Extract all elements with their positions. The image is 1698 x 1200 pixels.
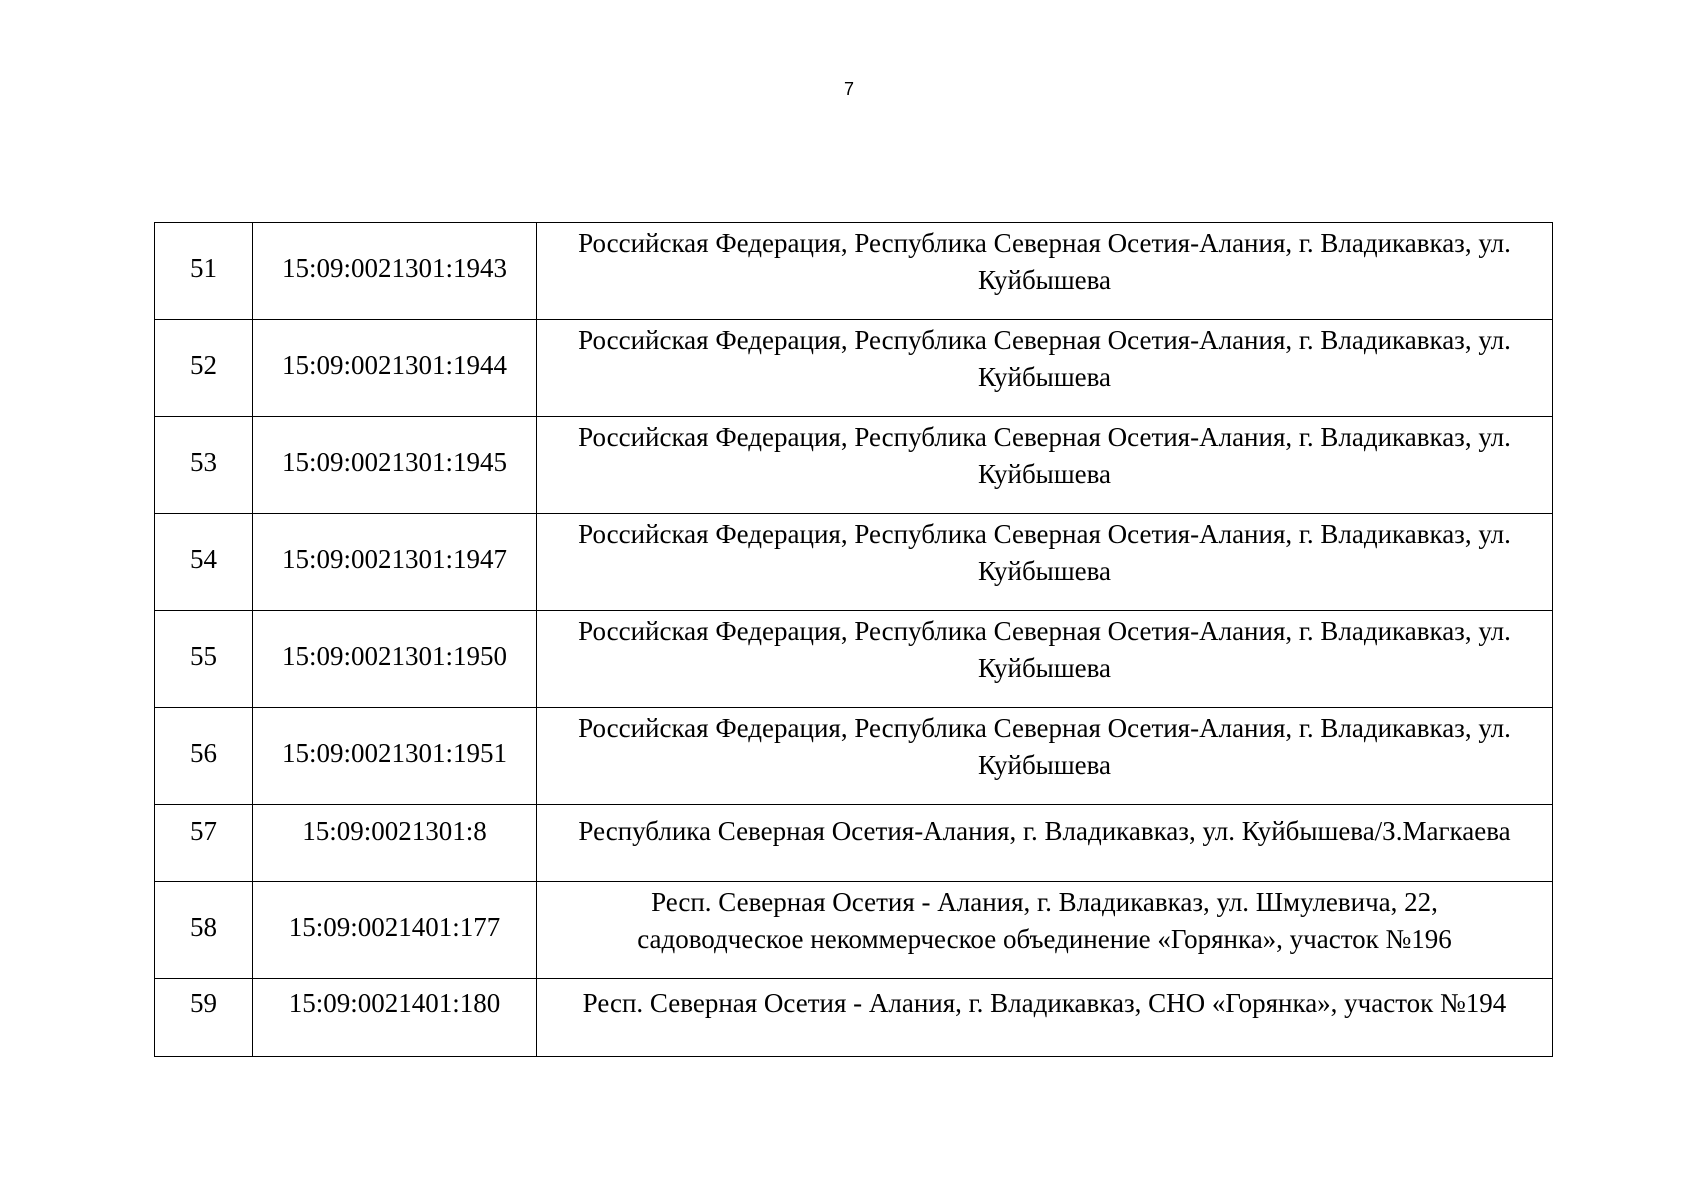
- address-line: Куйбышева: [978, 265, 1111, 295]
- address-cell: [537, 320, 1553, 417]
- table-row: [155, 805, 1553, 882]
- address-cell: [537, 805, 1553, 882]
- page-number: 7: [843, 79, 854, 99]
- table-row: [155, 708, 1553, 805]
- address-cell: [537, 514, 1553, 611]
- address-line: Респ. Северная Осетия - Алания, г. Владикавказ, ул. Шмулевича, 22,: [651, 887, 1438, 917]
- address-line: Куйбышева: [978, 362, 1111, 392]
- cadastral-number: 15:09:0021301:8: [253, 805, 537, 882]
- address-cell: [537, 611, 1553, 708]
- address-line: Российская Федерация, Республика Северная Осетия-Алания, г. Владикавказ, ул.: [578, 519, 1511, 549]
- address-line: садоводческое некоммерческое объединение «Горянка», участок №196: [637, 924, 1452, 954]
- address-cell: [537, 708, 1553, 805]
- cadastral-number: 15:09:0021301:1943: [253, 223, 537, 320]
- address-line: Российская Федерация, Республика Северная Осетия-Алания, г. Владикавказ, ул.: [578, 325, 1511, 355]
- table-row: [155, 320, 1553, 417]
- row-number: 53: [155, 417, 253, 514]
- cadastral-number: 15:09:0021301:1947: [253, 514, 537, 611]
- table-row: [155, 223, 1553, 320]
- address-line: Куйбышева: [978, 653, 1111, 683]
- row-number: 58: [155, 882, 253, 979]
- address-line: Куйбышева: [978, 459, 1111, 489]
- address-line: Российская Федерация, Республика Северная Осетия-Алания, г. Владикавказ, ул.: [578, 228, 1511, 258]
- cadastral-number: 15:09:0021301:1945: [253, 417, 537, 514]
- address-line: Куйбышева: [978, 750, 1111, 780]
- cadastral-number: 15:09:0021301:1944: [253, 320, 537, 417]
- table-row: [155, 611, 1553, 708]
- address-line: Российская Федерация, Республика Северная Осетия-Алания, г. Владикавказ, ул.: [578, 422, 1511, 452]
- address-line: Респ. Северная Осетия - Алания, г. Владикавказ, СНО «Горянка», участок №194: [582, 988, 1507, 1018]
- cadastral-number: 15:09:0021301:1951: [253, 708, 537, 805]
- address-cell: [537, 882, 1553, 979]
- table-row: [155, 514, 1553, 611]
- row-number: 55: [155, 611, 253, 708]
- row-number: 59: [155, 979, 253, 1057]
- address-cell: [537, 417, 1553, 514]
- row-number: 54: [155, 514, 253, 611]
- land-plots-table-container: [154, 222, 1552, 1057]
- address-line: Куйбышева: [978, 556, 1111, 586]
- address-line: Российская Федерация, Республика Северная Осетия-Алания, г. Владикавказ, ул.: [578, 616, 1511, 646]
- table-row: [155, 882, 1553, 979]
- address-line: Российская Федерация, Республика Северная Осетия-Алания, г. Владикавказ, ул.: [578, 713, 1511, 743]
- address-line: Республика Северная Осетия-Алания, г. Владикавказ, ул. Куйбышева/З.Магкаева: [578, 816, 1511, 846]
- cadastral-number: 15:09:0021301:1950: [253, 611, 537, 708]
- row-number: 51: [155, 223, 253, 320]
- land-plots-table: [154, 222, 1553, 1057]
- row-number: 56: [155, 708, 253, 805]
- address-cell: [537, 223, 1553, 320]
- table-row: [155, 417, 1553, 514]
- address-cell: [537, 979, 1553, 1057]
- cadastral-number: 15:09:0021401:177: [253, 882, 537, 979]
- row-number: 52: [155, 320, 253, 417]
- table-row: [155, 979, 1553, 1057]
- row-number: 57: [155, 805, 253, 882]
- cadastral-number: 15:09:0021401:180: [253, 979, 537, 1057]
